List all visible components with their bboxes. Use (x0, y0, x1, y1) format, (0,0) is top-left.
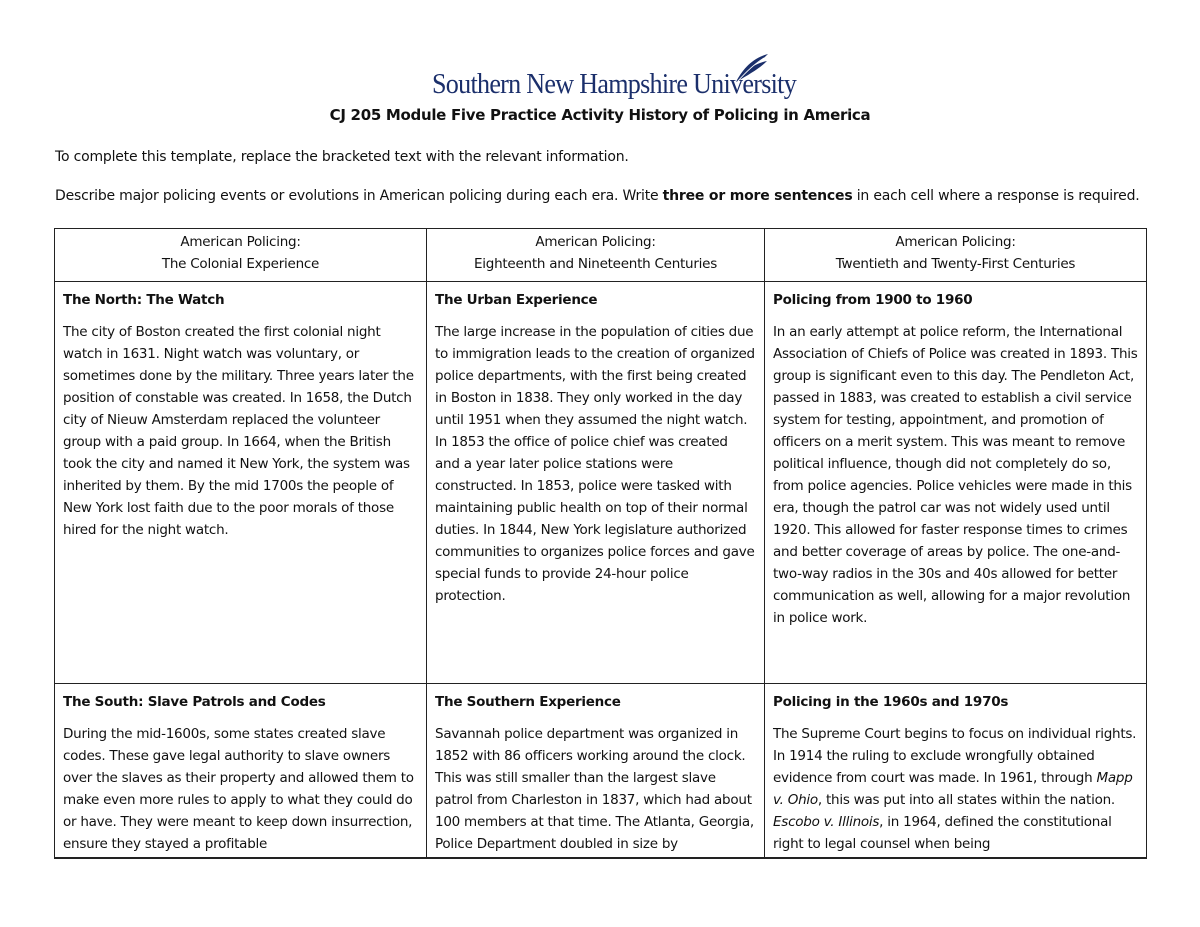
cell-heading: The Urban Experience (435, 292, 598, 308)
cell-heading: The North: The Watch (63, 292, 225, 308)
response-cell-south-slave-patrols[interactable] (55, 684, 427, 862)
university-logo (432, 52, 797, 102)
response-cell-1960s-1970s[interactable] (765, 684, 1147, 862)
header-line: American Policing: (180, 234, 301, 250)
policing-history-table (54, 228, 1147, 861)
table-row (55, 282, 1147, 684)
instruction-template: To complete this template, replace the bracketed text with the relevant information. (55, 149, 629, 165)
instruction-describe (55, 188, 1140, 204)
cell-heading: Policing from 1900 to 1960 (773, 292, 973, 308)
cell-body: The city of Boston created the first colonial night watch in 1631. Night watch was voluntary, or sometimes done by the military. Three years later the position of constable was created. In 1658, the Dutch city of Nieuw Amsterdam replaced the volunteer group with a paid group. In 1664, when the British took the city and named it New York, the system was inherited by them. By the mid 1700s the people of New York lost faith due to the poor morals of those hired for the night watch. (63, 324, 414, 538)
leaf-icon (734, 52, 770, 84)
body-text: , this was put into all states within the nation. (817, 792, 1115, 808)
cell-body (773, 723, 1138, 855)
logo-wordmark: Southern New Hampshire University (432, 68, 797, 100)
response-cell-1900-1960[interactable] (765, 282, 1147, 684)
header-era: Twentieth and Twenty-First Centuries (835, 256, 1076, 272)
page-cutoff-mask (0, 858, 1200, 927)
instruction-emphasis: three or more sentences (662, 188, 853, 204)
body-text: , in 1964, defined the constitutional right to legal counsel when being (773, 814, 1112, 852)
cell-heading: The South: Slave Patrols and Codes (63, 694, 326, 710)
header-era: Eighteenth and Nineteenth Centuries (473, 256, 718, 272)
header-20th-21st (765, 229, 1147, 282)
cell-body: Savannah police department was organized in 1852 with 86 officers working around the clock. This was still smaller than the largest slave patrol from Charleston in 1837, which had about 100 members at that time. The Atlanta, Georgia, Police Department doubled in size by (435, 726, 754, 852)
cell-heading: The Southern Experience (435, 694, 621, 710)
cell-body: The large increase in the population of cities due to immigration leads to the creation of organized police departments, with the first being created in Boston in 1838. They only worked in the day until 1951 when they assumed the night watch. In 1853 the office of police chief was created and a year later police stations were constructed. In 1853, police were tasked with maintaining public health on top of their normal duties. In 1844, New York legislature authorized communities to organizes police forces and gave special funds to provide 24-hour police protection. (435, 324, 755, 604)
instruction-text-start: Describe major policing events or evolutions in American policing during each era. Write (55, 188, 663, 204)
table-bottom-border (54, 857, 1147, 859)
cell-body: During the mid-1600s, some states created slave codes. These gave legal authority to slave owners over the slaves as their property and allowed them to make even more rules to apply to what they could do or have. They were meant to keep down insurrection, ensure they stayed a profitable (63, 726, 414, 852)
header-colonial (55, 229, 427, 282)
header-era: The Colonial Experience (161, 256, 320, 272)
body-text: The Supreme Court begins to focus on individual rights. In 1914 the ruling to exclude wrongfully obtained evidence from court was made. In 1961, through (773, 726, 1137, 786)
table-row (55, 684, 1147, 862)
response-cell-urban-experience[interactable] (427, 282, 765, 684)
page-title: CJ 205 Module Five Practice Activity History of Policing in America (329, 106, 871, 124)
instruction-text-end: in each cell where a response is required. (852, 188, 1140, 204)
cell-heading: Policing in the 1960s and 1970s (773, 694, 1009, 710)
table-header-row (55, 229, 1147, 282)
cell-body: In an early attempt at police reform, the International Association of Chiefs of Police was created in 1893. This group is significant even to this day. The Pendleton Act, passed in 1883, was created to establish a civil service system for testing, appointment, and promotion of officers on a merit system. This was meant to remove political influence, though did not completely do so, from police agencies. Police vehicles were made in this era, though the patrol car was not widely used until 1920. This allowed for faster response times to crimes and better coverage of areas by police. The one-and-two-way radios in the 30s and 40s allowed for better communication as well, allowing for a major revolution in police work. (773, 324, 1138, 626)
header-line: American Policing: (895, 234, 1016, 250)
header-line: American Policing: (535, 234, 656, 250)
response-cell-southern-experience[interactable] (427, 684, 765, 862)
header-18th-19th (427, 229, 765, 282)
response-cell-north-watch[interactable] (55, 282, 427, 684)
case-name: Mapp v. Ohio (773, 770, 1133, 808)
case-name: Escobo v. Illinois (773, 814, 880, 830)
